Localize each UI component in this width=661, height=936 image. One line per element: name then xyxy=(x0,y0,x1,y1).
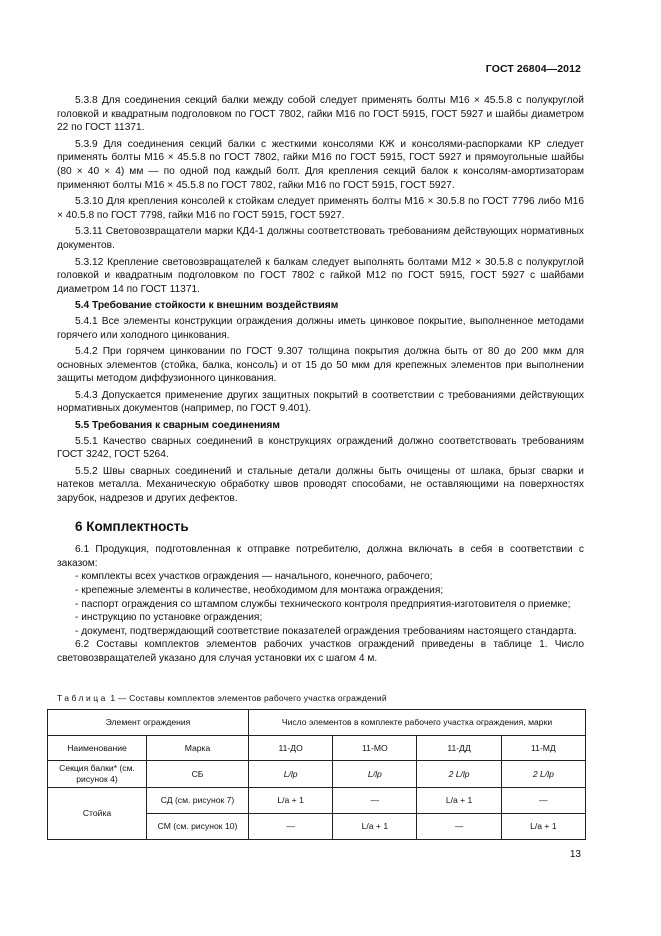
header-mark: Марка xyxy=(147,736,249,761)
header-count: Число элементов в комплекте рабочего участка ограждения, марки xyxy=(249,710,586,736)
list-item: - крепежные элементы в количестве, необходимом для монтажа ограждения; xyxy=(75,585,444,596)
table-caption-text: 1 — Составы комплектов элементов рабочего участка ограждений xyxy=(110,692,387,703)
header-name: Наименование xyxy=(48,736,147,761)
table-row xyxy=(48,761,586,788)
cell-value: — xyxy=(333,788,417,814)
section-title-6: 6 Комплектность xyxy=(75,518,189,534)
standard-header: ГОСТ 26804—2012 xyxy=(485,63,581,75)
cell-value: L/a + 1 xyxy=(417,788,501,814)
cell-value: — xyxy=(249,814,333,840)
cell-value: — xyxy=(417,814,501,840)
list-item: - паспорт ограждения со штампом службы технического контроля предприятия-изготовителя о приемке; xyxy=(75,598,571,610)
cell-section-name: Секция балки* (см. рисунок 4) xyxy=(48,761,147,788)
paragraph-5-3-10: 5.3.10 Для крепления консолей к стойкам следует применять болты М16 × 30.5.8 по ГОСТ 7796 либо М16 × 40.5.8 по ГОСТ 7798, гайки М16 по ГОСТ 5915, ГОСТ 5927. xyxy=(57,196,584,221)
paragraph-5-3-12: 5.3.12 Крепление световозвращателей к балкам следует выполнять болтами М12 × 30.5.8 с полукруглой головкой и квадратным подголовком по ГОСТ 7802 с гайкой М12 по ГОСТ 5915, ГОСТ 5927 с шайбами диаметром 14 по ГОСТ 11371. xyxy=(57,256,584,295)
header-mark-3: 11-ДД xyxy=(417,736,501,761)
cell-value: L/lр xyxy=(249,761,333,788)
cell-post-name: Стойка xyxy=(48,788,147,840)
cell-value: L/a + 1 xyxy=(501,814,585,840)
page-content xyxy=(57,94,584,840)
page-number: 13 xyxy=(569,849,581,860)
table-header-row xyxy=(48,710,586,736)
subsection-title-5-5: 5.5 Требования к сварным соединениям xyxy=(75,420,280,432)
table-row xyxy=(48,788,586,814)
paragraph-5-3-8: 5.3.8 Для соединения секций балки между собой следует применять болты М16 × 45.5.8 с полукруглой головкой и квадратным подголовком по ГОСТ 7802, гайки М16 по ГОСТ 5915, ГОСТ 5927 и шайбы диаметром 22 по ГОСТ 11371. xyxy=(57,95,584,134)
table-caption-label: Таблица xyxy=(57,692,108,703)
paragraph-5-3-9: 5.3.9 Для соединения секций балки с жесткими консолями КЖ и консолями-распорками КР следует применять болты М16 × 45.5.8 по ГОСТ 7802, гайки М16 по ГОСТ 5915, ГОСТ 5927 и прямоугольные шайбы (80 × 40 × 4) мм — по одной под каждый болт. Для крепления секций балок к консолям-амортизаторам применяют болты М16 × 45.5.8 по ГОСТ 7802, гайки М16 по ГОСТ 5915, ГОСТ 5927. xyxy=(57,138,584,191)
header-mark-4: 11-МД xyxy=(501,736,585,761)
list-item: - инструкцию по установке ограждения; xyxy=(75,612,263,624)
table-subheader-row xyxy=(48,736,586,761)
cell-value: 2 L/lр xyxy=(501,761,585,788)
paragraph-5-5-2: 5.5.2 Швы сварных соединений и стальные детали должны быть очищены от шлака, брызг сварки и натеков металла. Механическую обработку швов проводят способами, не оставляющими на поверхностях зарубок, надрезов и других дефектов. xyxy=(57,465,584,505)
header-mark-1: 11-ДО xyxy=(249,736,333,761)
cell-section-mark: СБ xyxy=(147,761,249,788)
paragraph-5-4-1: 5.4.1 Все элементы конструкции ограждения должны иметь цинковое покрытие, выполненное методами горячего или холодного цинкования. xyxy=(57,315,584,341)
table-caption xyxy=(57,692,584,706)
paragraph-5-3-11: 5.3.11 Световозвращатели марки КД4-1 должны соответствовать требованиям действующих нормативных документов. xyxy=(57,226,584,251)
cell-value: L/a + 1 xyxy=(249,788,333,814)
paragraph-5-5-1: 5.5.1 Качество сварных соединений в конструкциях ограждений должно соответствовать требованиям ГОСТ 3242, ГОСТ 5264. xyxy=(57,435,584,461)
header-element: Элемент ограждения xyxy=(48,710,249,736)
paragraph-5-4-2: 5.4.2 При горячем цинковании по ГОСТ 9.307 толщина покрытия должна быть от 80 до 200 мкм для основных элементов (стойка, балка, консоль) и от 15 до 50 мкм для крепежных элементов при выполнении защиты методом диффузионного цинкования. xyxy=(57,346,584,385)
list-item: - документ, подтверждающий соответствие показателей ограждения требованиям настоящего стандарта. xyxy=(75,625,577,637)
paragraph-5-4-3: 5.4.3 Допускается применение других защитных покрытий в соответствии с требованиями действующих нормативных документов (например, по ГОСТ 9.401). xyxy=(57,389,584,415)
header-mark-2: 11-МО xyxy=(333,736,417,761)
subsection-title-5-4: 5.4 Требование стойкости к внешним воздействиям xyxy=(75,300,339,312)
list-item: - комплекты всех участков ограждения — начального, конечного, рабочего; xyxy=(75,571,433,583)
cell-value: 2 L/lр xyxy=(417,761,501,788)
cell-value: L/a + 1 xyxy=(333,814,417,840)
cell-value: — xyxy=(501,788,585,814)
components-table xyxy=(47,709,586,840)
paragraph-6-1: 6.1 Продукция, подготовленная к отправке потребителю, должна включать в себя в соответствии с заказом: xyxy=(57,544,584,569)
cell-value: L/lр xyxy=(333,761,417,788)
cell-post-sd-mark: СД (см. рисунок 7) xyxy=(147,788,249,814)
paragraph-6-2: 6.2 Составы комплектов элементов рабочих участков ограждений приведены в таблице 1. Число световозвращателей указано для случая установки их с шагом 4 м. xyxy=(57,639,584,664)
cell-post-sm-mark: СМ (см. рисунок 10) xyxy=(147,814,249,840)
